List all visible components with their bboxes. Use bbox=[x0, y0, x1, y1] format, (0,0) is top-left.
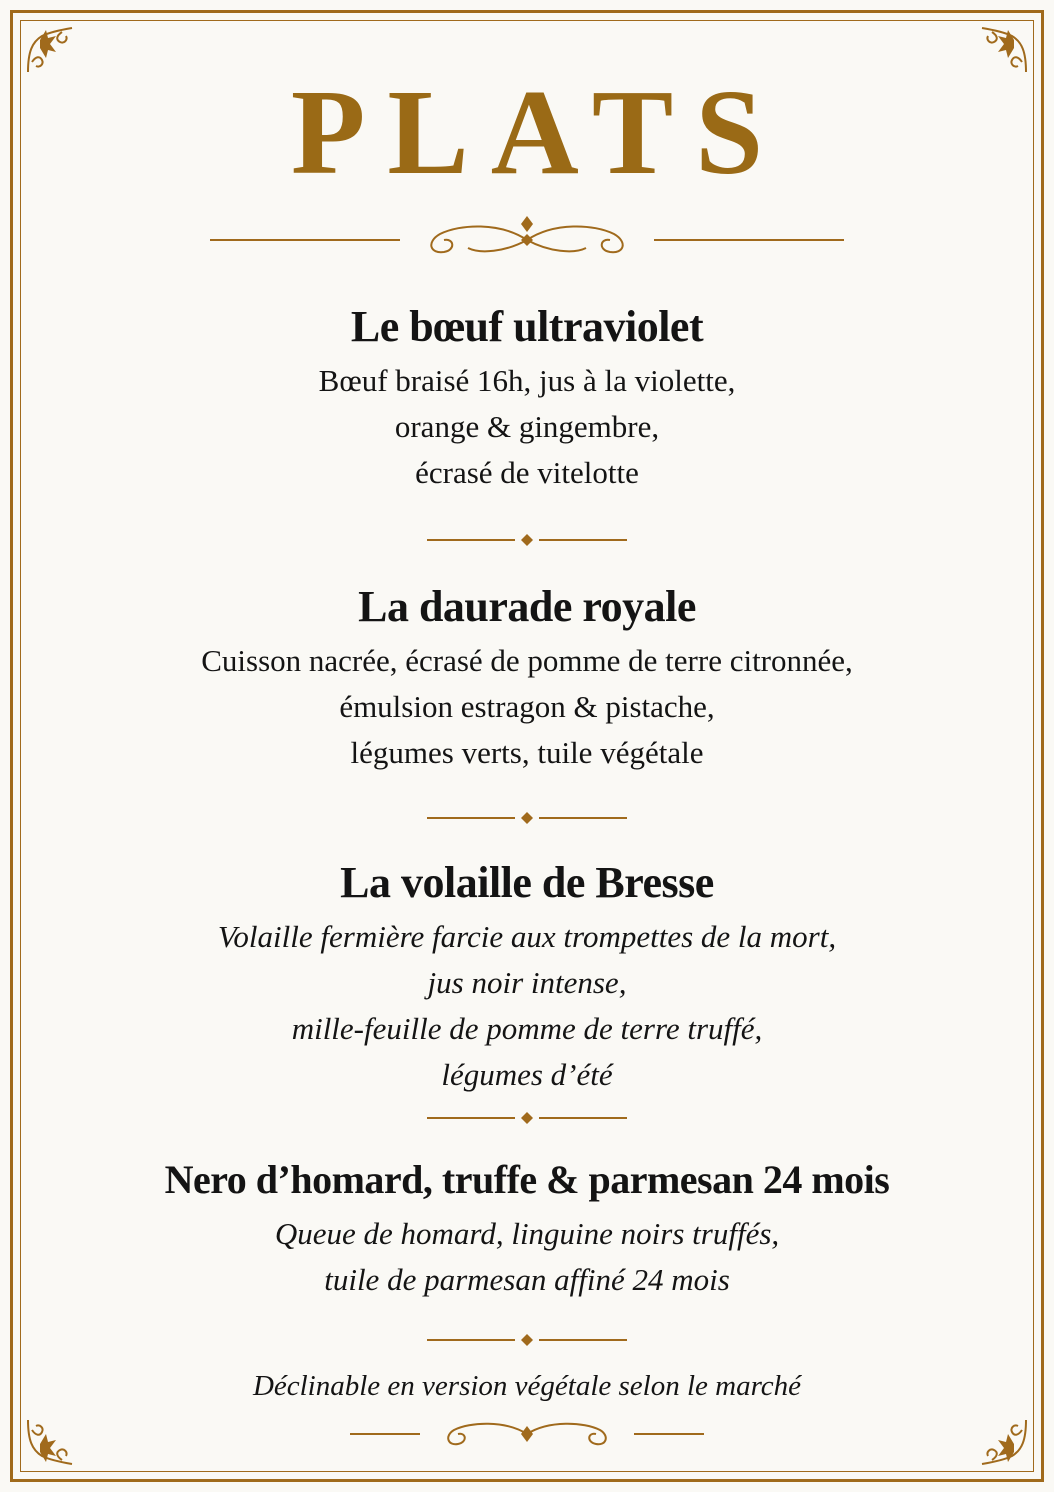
dish-description bbox=[60, 638, 994, 776]
description-line: écrasé de vitelotte bbox=[415, 455, 639, 490]
description-line: mille-feuille de pomme de terre truffé, bbox=[291, 1011, 763, 1046]
diamond-separator-icon bbox=[427, 1111, 627, 1125]
dish-3 bbox=[60, 856, 994, 1098]
fleur-de-lis-corner-icon bbox=[22, 22, 78, 78]
diamond-separator-icon bbox=[427, 1333, 627, 1347]
dish-name: La volaille de Bresse bbox=[340, 858, 714, 907]
dish-description bbox=[60, 914, 994, 1098]
description-line: légumes d’été bbox=[441, 1057, 613, 1092]
dish-description bbox=[60, 358, 994, 496]
flourish-divider-icon bbox=[350, 1412, 704, 1452]
dish-name: Nero d’homard, truffe & parmesan 24 mois bbox=[164, 1157, 890, 1202]
description-line: légumes verts, tuile végétale bbox=[350, 735, 704, 770]
description-line: émulsion estragon & pistache, bbox=[339, 689, 715, 724]
description-line: Queue de homard, linguine noirs truffés, bbox=[274, 1216, 780, 1251]
dish-name: Le bœuf ultraviolet bbox=[350, 302, 704, 351]
dish-2 bbox=[60, 580, 994, 776]
description-line: tuile de parmesan affiné 24 mois bbox=[324, 1262, 730, 1297]
page-title: PLATS bbox=[290, 65, 786, 200]
dish-description bbox=[60, 1211, 994, 1303]
description-line: jus noir intense, bbox=[427, 965, 627, 1000]
description-line: Volaille fermière farcie aux trompettes de la mort, bbox=[217, 919, 837, 954]
fleur-de-lis-corner-icon bbox=[976, 1414, 1032, 1470]
diamond-separator-icon bbox=[427, 533, 627, 547]
diamond-separator-icon bbox=[427, 811, 627, 825]
dish-name: La daurade royale bbox=[358, 582, 696, 631]
fleur-de-lis-corner-icon bbox=[22, 1414, 78, 1470]
description-line: Cuisson nacrée, écrasé de pomme de terre citronnée, bbox=[201, 643, 853, 678]
description-line: orange & gingembre, bbox=[394, 409, 660, 444]
description-line: Bœuf braisé 16h, jus à la violette, bbox=[318, 363, 736, 398]
flourish-divider-icon bbox=[200, 212, 854, 262]
fleur-de-lis-corner-icon bbox=[976, 22, 1032, 78]
dish-4 bbox=[60, 1153, 994, 1303]
dish-1 bbox=[60, 300, 994, 496]
footnote: Déclinable en version végétale selon le marché bbox=[252, 1370, 802, 1402]
